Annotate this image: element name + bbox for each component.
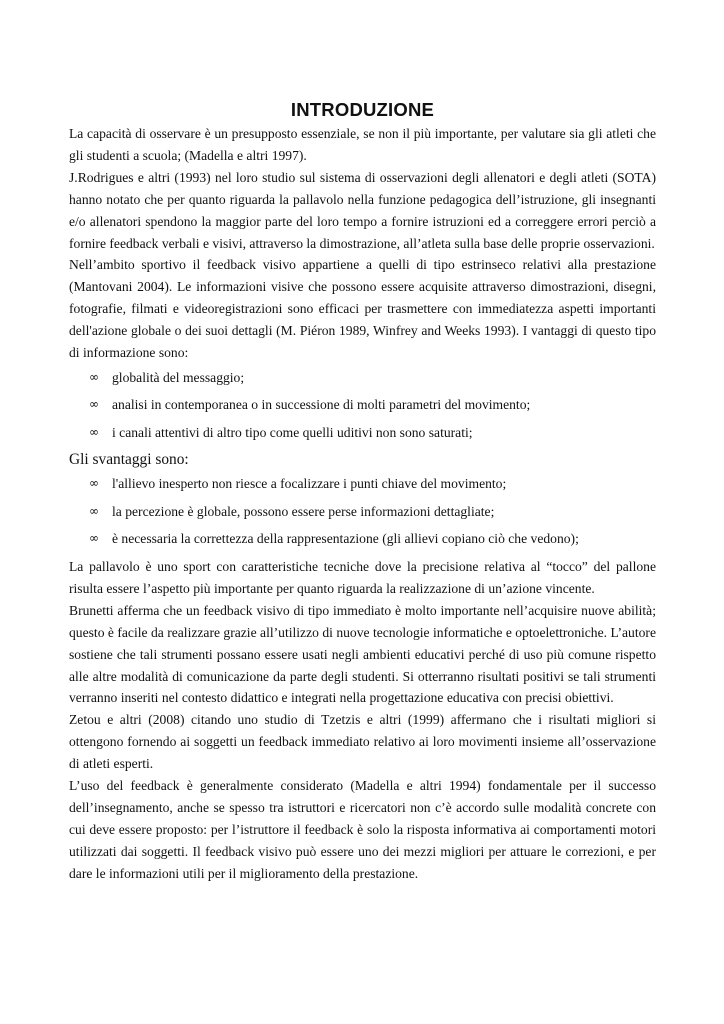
- infinity-bullet-icon: ∞: [89, 531, 99, 546]
- infinity-bullet-icon: ∞: [89, 503, 99, 518]
- svantaggi-list: [69, 473, 656, 550]
- paragraph-2: J.Rodrigues e altri (1993) nel loro studio sul sistema di osservazioni degli allenatori e degli atleti (SOTA) hanno notato che per quanto riguarda la pallavolo nella funzione pedagogica dell’istruzione, gli insegnanti e/o allenatori spendono la maggior parte del loro tempo a fornire istruzioni ed a correggere errori perciò a fornire feedback verbali e visivi, attraverso la dimostrazione, all’atleta sulla base delle proprie osservazioni.: [69, 169, 656, 251]
- paragraph-3: Nell’ambito sportivo il feedback visivo appartiene a quelli di tipo estrinseco relativi alla prestazione (Mantovani 2004). Le informazioni visive che possono essere acquisite attraverso dimostrazioni, disegni, fotografie, filmati e videoregistrazioni sono efficaci per trasmettere con immediatezza aspetti importanti dell'azione globale o dei suoi dettagli (M. Piéron 1989, Winfrey and Weeks 1993). I vantaggi di questo tipo di informazione sono:: [69, 257, 656, 361]
- paragraph-6: Zetou e altri (2008) citando uno studio di Tzetzis e altri (1999) affermano che i risultati migliori si ottengono fornendo ai soggetti un feedback immediato relativo ai loro movimenti insieme all’osservazione di atleti esperti.: [69, 712, 656, 772]
- page-title: INTRODUZIONE: [290, 99, 435, 120]
- list-item: ∞ analisi in contemporanea o in successione di molti parametri del movimento;: [69, 394, 656, 416]
- list-item: ∞ l'allievo inesperto non riesce a focalizzare i punti chiave del movimento;: [69, 473, 656, 495]
- infinity-bullet-icon: ∞: [89, 397, 99, 412]
- list-item: ∞ è necessaria la correttezza della rappresentazione (gli allievi copiano ciò che vedono);: [69, 528, 656, 550]
- infinity-bullet-icon: ∞: [89, 476, 99, 491]
- list-item: ∞ la percezione è globale, possono essere perse informazioni dettagliate;: [69, 501, 656, 523]
- svantaggi-heading: Gli svantaggi sono:: [69, 451, 189, 469]
- infinity-bullet-icon: ∞: [89, 424, 99, 439]
- vantaggi-list: [69, 367, 656, 444]
- paragraph-1: La capacità di osservare è un presupposto essenziale, se non il più importante, per valutare sia gli atleti che gli studenti a scuola; (Madella e altri 1997).: [69, 126, 656, 163]
- list-item: ∞ i canali attentivi di altro tipo come quelli uditivi non sono saturati;: [69, 422, 656, 444]
- document-page: [69, 98, 656, 885]
- paragraph-7: L’uso del feedback è generalmente considerato (Madella e altri 1994) fondamentale per il successo dell’insegnamento, anche se spesso tra istruttori e ricercatori non c’è accordo sulle modalità concrete con cui deve essere proposto: per l’istruttore il feedback è solo la risposta informativa ai comportamenti motori utilizzati dai soggetti. Il feedback visivo può essere uno dei mezzi migliori per attuare le correzioni, e per dare le informazioni utili per il miglioramento della prestazione.: [69, 778, 656, 881]
- paragraph-4: La pallavolo è uno sport con caratteristiche tecniche dove la precisione relativa al “tocco” del pallone risulta essere l’aspetto più importante per quanto riguarda la realizzazione di un’azione vincente.: [69, 558, 656, 596]
- paragraph-5: Brunetti afferma che un feedback visivo di tipo immediato è molto importante nell’acquisire nuove abilità; questo è facile da realizzare grazie all’utilizzo di nuove tecnologie informatiche e optoelettroniche. L’autore sostiene che tali strumenti possano essere usati negli ambienti educativi perché di uso più comune rispetto alle altre modalità di comunicazione da parte degli studenti. Si otterranno risultati positivi se tali strumenti verranno inseriti nel contesto didattico e integrati nella progettazione educativa con precisi obiettivi.: [69, 602, 656, 706]
- infinity-bullet-icon: ∞: [89, 369, 99, 384]
- list-item: ∞ globalità del messaggio;: [69, 367, 656, 389]
